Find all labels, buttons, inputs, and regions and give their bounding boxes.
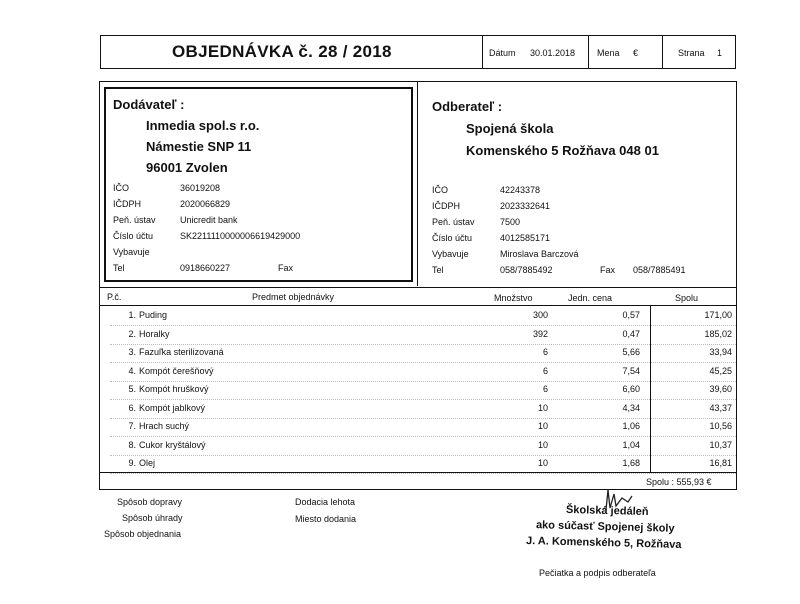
row-unit-price: 6,60	[622, 384, 640, 394]
customer-icdph-value: 2023332641	[500, 201, 551, 211]
document-title: OBJEDNÁVKA č. 28 / 2018	[172, 42, 392, 61]
supplier-tel-label: Tel	[113, 263, 125, 273]
customer-tel-label: Tel	[432, 265, 444, 275]
row-number: 2.	[128, 328, 136, 339]
currency-value: €	[633, 48, 639, 58]
transport-label: Spôsob dopravy	[117, 497, 183, 507]
row-unit-price: 7,54	[622, 365, 640, 376]
row-total: 10,37	[709, 439, 732, 450]
customer-icdph-label: IČDPH	[432, 201, 461, 211]
supplier-fax-label: Fax	[278, 263, 294, 273]
row-qty: 10	[537, 439, 548, 450]
customer-ico-value: 42243378	[500, 185, 541, 195]
row-total: 185,02	[704, 328, 732, 339]
supplier-ico-label: IČO	[113, 183, 130, 193]
customer-handler-label: Vybavuje	[432, 249, 469, 259]
table-top-line	[100, 287, 736, 288]
currency-label: Mena	[597, 48, 620, 58]
divider	[482, 36, 483, 68]
supplier-bank-value: Unicredit bank	[180, 215, 238, 225]
signature-label: Pečiatka a podpis odberateľa	[539, 568, 656, 578]
row-item: Kompót čerešňový	[139, 365, 214, 376]
supplier-icdph-value: 2020066829	[180, 199, 231, 209]
customer-account-value: 4012585171	[500, 233, 551, 243]
row-separator	[110, 362, 736, 363]
supplier-name: Inmedia spol.s r.o.	[146, 118, 260, 133]
row-item: Horalky	[139, 328, 170, 339]
row-number: 6.	[128, 402, 136, 413]
col-qty-header: Množstvo	[494, 293, 533, 303]
row-separator	[110, 473, 736, 474]
page-label: Strana	[678, 48, 705, 58]
supplier-handler-label: Vybavuje	[113, 247, 150, 257]
row-item: Puding	[139, 310, 168, 320]
supplier-account-value: SK2211110000006619429000	[180, 231, 301, 241]
supplier-bank-label: Peň. ústav	[113, 215, 156, 225]
grand-total: Spolu : 555,93 €	[646, 477, 712, 487]
delivery-place-label: Miesto dodania	[295, 514, 357, 524]
row-item: Fazuľka sterilizovaná	[139, 347, 224, 357]
row-total: 45,25	[709, 365, 732, 376]
supplier-tel-value: 0918660227	[180, 263, 231, 273]
row-separator	[110, 436, 736, 437]
col-no-header: P.č.	[107, 292, 122, 302]
col-item-header: Predmet objednávky	[252, 292, 335, 302]
stamp-line-1: Školská jedáleň	[565, 503, 649, 519]
row-total: 39,60	[709, 384, 732, 394]
row-qty: 6	[542, 365, 548, 376]
row-total: 33,94	[709, 347, 732, 357]
supplier-heading: Dodávateľ :	[113, 97, 185, 112]
row-number: 4.	[128, 365, 136, 376]
row-number: 3.	[128, 347, 136, 357]
customer-handler-value: Miroslava Barczová	[500, 249, 579, 259]
customer-fax-label: Fax	[600, 265, 616, 275]
payment-label: Spôsob úhrady	[122, 513, 183, 523]
row-separator	[110, 418, 736, 419]
row-separator	[110, 455, 736, 456]
col-total-header: Spolu	[675, 293, 699, 303]
supplier-box	[104, 87, 413, 282]
row-unit-price: 4,34	[622, 402, 640, 413]
row-total: 43,37	[709, 402, 732, 413]
row-qty: 10	[537, 421, 548, 431]
row-separator	[110, 399, 736, 400]
row-qty: 10	[537, 402, 548, 413]
row-unit-price: 1,04	[622, 439, 640, 450]
delivery-term-label: Dodacia lehota	[295, 497, 356, 507]
customer-ico-label: IČO	[432, 185, 449, 195]
row-unit-price: 5,66	[622, 347, 640, 357]
supplier-city: 96001 Zvolen	[146, 160, 228, 175]
row-separator	[110, 381, 736, 382]
row-item: Olej	[139, 458, 156, 468]
row-unit-price: 1,68	[622, 458, 640, 468]
supplier-ico-value: 36019208	[180, 183, 221, 193]
divider	[662, 36, 663, 68]
row-number: 5.	[128, 384, 136, 394]
row-separator	[110, 344, 736, 345]
row-qty: 300	[532, 310, 548, 320]
customer-name: Spojená škola	[466, 121, 554, 136]
divider	[588, 36, 589, 68]
row-number: 7.	[128, 421, 136, 431]
customer-fax-value: 058/7885491	[633, 265, 686, 275]
supplier-icdph-label: IČDPH	[113, 199, 142, 209]
row-total: 10,56	[709, 421, 732, 431]
date-label: Dátum	[489, 48, 516, 58]
supplier-account-label: Číslo účtu	[113, 231, 154, 241]
customer-bank-value: 7500	[500, 217, 521, 227]
row-unit-price: 0,57	[622, 310, 640, 320]
row-item: Cukor kryštálový	[139, 439, 206, 450]
ordering-label: Spôsob objednania	[104, 529, 182, 539]
row-qty: 392	[532, 328, 548, 339]
row-item: Hrach suchý	[139, 421, 190, 431]
row-item: Kompót jablkový	[139, 402, 206, 413]
customer-heading: Odberateľ :	[432, 99, 503, 114]
row-qty: 10	[537, 458, 548, 468]
date-value: 30.01.2018	[530, 48, 576, 58]
row-number: 1.	[128, 310, 136, 320]
row-qty: 6	[542, 384, 548, 394]
table-bottom-line	[100, 472, 736, 473]
customer-account-label: Číslo účtu	[432, 233, 473, 243]
supplier-street: Námestie SNP 11	[146, 139, 252, 154]
customer-address: Komenského 5 Rožňava 048 01	[466, 143, 659, 158]
customer-tel-value: 058/7885492	[500, 265, 553, 275]
row-qty: 6	[542, 347, 548, 357]
row-item: Kompót hruškový	[139, 384, 209, 394]
row-separator	[110, 325, 736, 326]
row-unit-price: 0,47	[622, 328, 640, 339]
customer-bank-label: Peň. ústav	[432, 217, 475, 227]
row-total: 171,00	[704, 310, 732, 320]
row-number: 8.	[128, 439, 136, 450]
page-value: 1	[717, 48, 723, 58]
row-unit-price: 1,06	[622, 421, 640, 431]
row-total: 16,81	[709, 458, 732, 468]
row-number: 9.	[128, 458, 136, 468]
table-header-line	[100, 305, 736, 306]
section-divider	[417, 82, 418, 286]
stamp-line-3: J. A. Komenského 5, Rožňava	[525, 534, 682, 552]
stamp-line-2: ako súčasť Spojenej školy	[535, 519, 675, 535]
col-unit-price-header: Jedn. cena	[568, 293, 613, 303]
table-col-divider	[650, 306, 651, 472]
